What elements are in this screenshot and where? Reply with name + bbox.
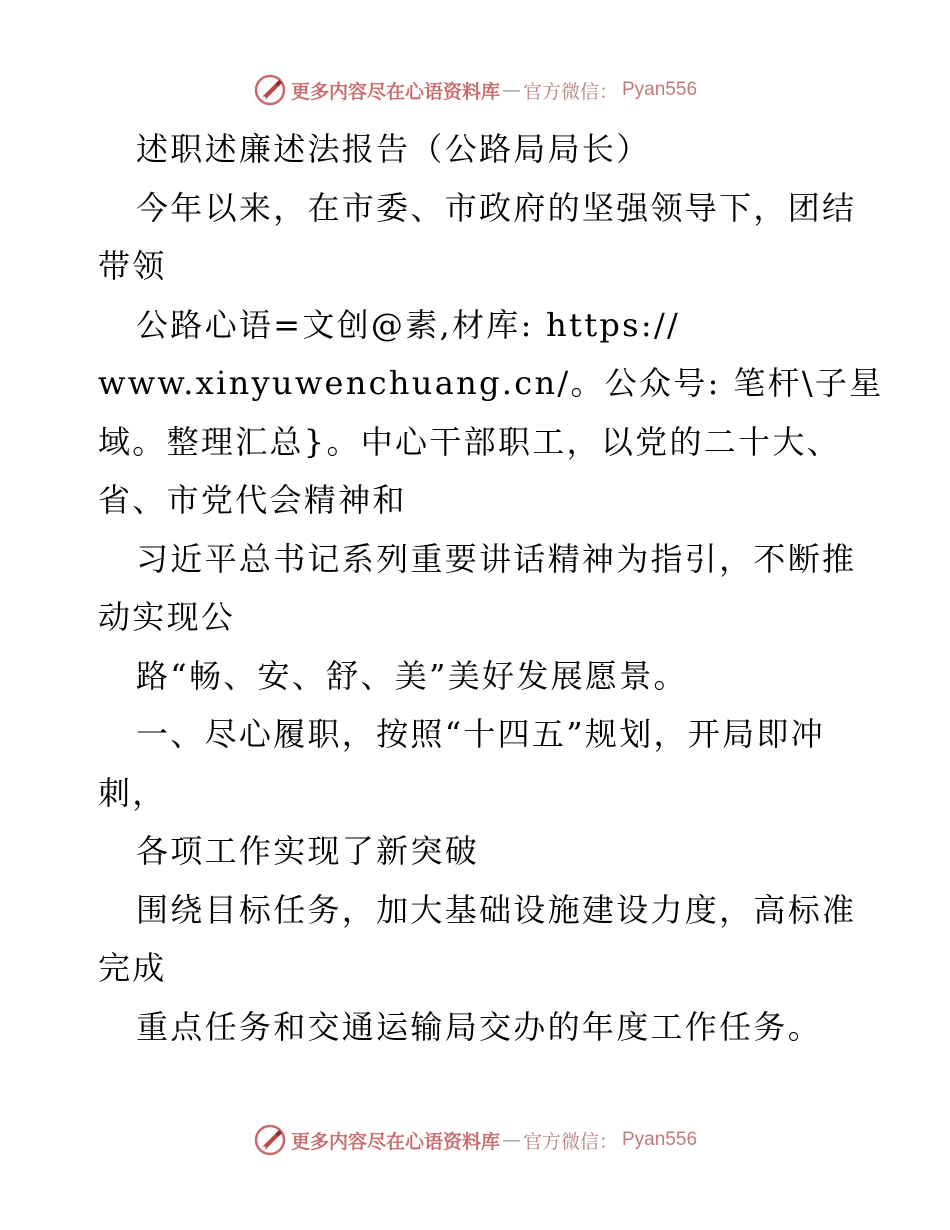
doc-line: 各项工作实现了新突破 — [136, 832, 480, 870]
watermark-dash: — — [501, 79, 521, 101]
header-watermark — [0, 70, 950, 110]
doc-line: 完成 — [98, 949, 167, 987]
doc-line: 公路心语=文创@素,材库: https:// — [136, 305, 681, 344]
watermark-wechat-label: 官方微信： — [522, 1130, 618, 1153]
doc-line: 域。整理汇总}。中心干部职工，以党的二十大、 — [98, 422, 841, 461]
doc-line: 路“畅、安、舒、美”美好发展愿景。 — [136, 656, 688, 695]
watermark-wechat-id: Pyan556 — [622, 79, 698, 100]
pen-logo-icon — [253, 73, 287, 107]
doc-line: www.xinyuwenchuang.cn/。公众号: 笔杆\子星 — [98, 364, 884, 402]
doc-line: 围绕目标任务，加大基础设施建设力度，高标准 — [136, 890, 857, 929]
doc-line: 动实现公 — [98, 598, 236, 636]
doc-title: 述职述廉述法报告（公路局局长） — [136, 130, 651, 168]
doc-line: 今年以来，在市委、市政府的坚强领导下，团结 — [136, 188, 857, 227]
watermark-wechat-id: Pyan556 — [622, 1129, 698, 1150]
document-body — [98, 120, 884, 1056]
doc-line: 刺， — [98, 773, 167, 812]
footer-watermark — [0, 1120, 950, 1160]
watermark-dash: — — [501, 1129, 521, 1151]
doc-line: 省、市党代会精神和 — [98, 481, 407, 519]
section-heading: 一、尽心履职，按照“十四五”规划，开局即冲 — [136, 715, 826, 753]
doc-line: 带领 — [98, 247, 167, 285]
watermark-title: 更多内容尽在心语资料库 — [290, 80, 500, 103]
watermark-title: 更多内容尽在心语资料库 — [290, 1130, 500, 1153]
watermark-wechat-label: 官方微信： — [522, 80, 618, 103]
pen-logo-icon — [253, 1123, 287, 1157]
doc-line: 重点任务和交通运输局交办的年度工作任务。 — [136, 1007, 823, 1046]
doc-line: 习近平总书记系列重要讲话精神为指引，不断推 — [136, 539, 857, 578]
